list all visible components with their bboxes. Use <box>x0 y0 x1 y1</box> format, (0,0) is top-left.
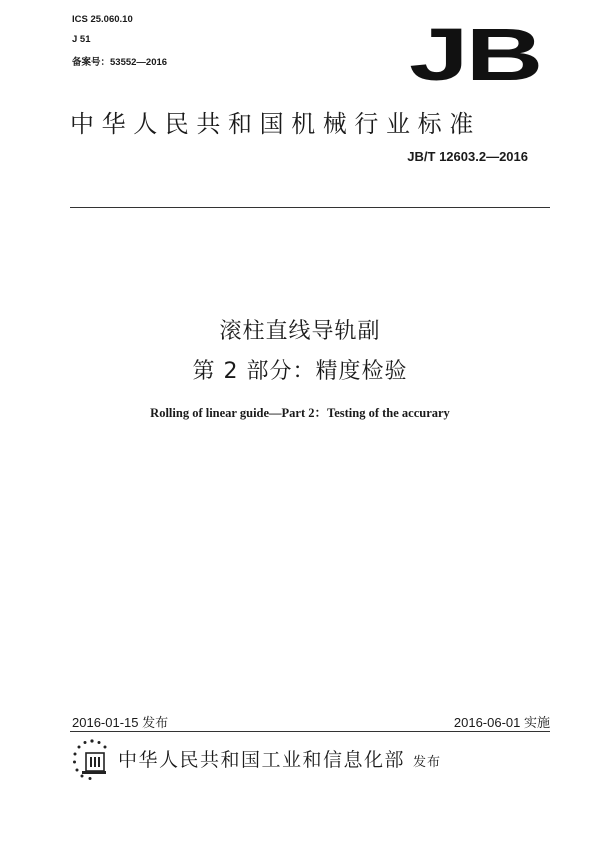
implement-date: 2016-06-01 实施 <box>453 715 550 730</box>
ccs-code: J 51 <box>72 34 91 45</box>
issuer <box>118 745 441 772</box>
ministry-seal-icon <box>70 737 114 781</box>
bottom-rule <box>70 731 550 732</box>
publish-date: 2016-01-15 发布 <box>72 715 169 730</box>
ics-code: ICS 25.060.10 <box>72 14 133 25</box>
org-title: 中华人民共和国机械行业标准 <box>70 110 481 138</box>
title-line-1: 滚柱直线导轨副 <box>219 319 381 344</box>
standard-number: JB/T 12603.2—2016 <box>407 149 528 164</box>
issuer-name: 中华人民共和国工业和信息化部 <box>118 749 406 771</box>
top-rule <box>70 207 550 208</box>
title-line-2: 第 2 部分：精度检验 <box>192 359 408 384</box>
filing-number: 备案号：53552—2016 <box>72 57 168 68</box>
jb-logo: JB <box>409 13 541 96</box>
issuer-verb: 发布 <box>413 755 442 770</box>
english-title: Rolling of linear guide—Part 2：Testing of the accurary <box>150 406 450 420</box>
